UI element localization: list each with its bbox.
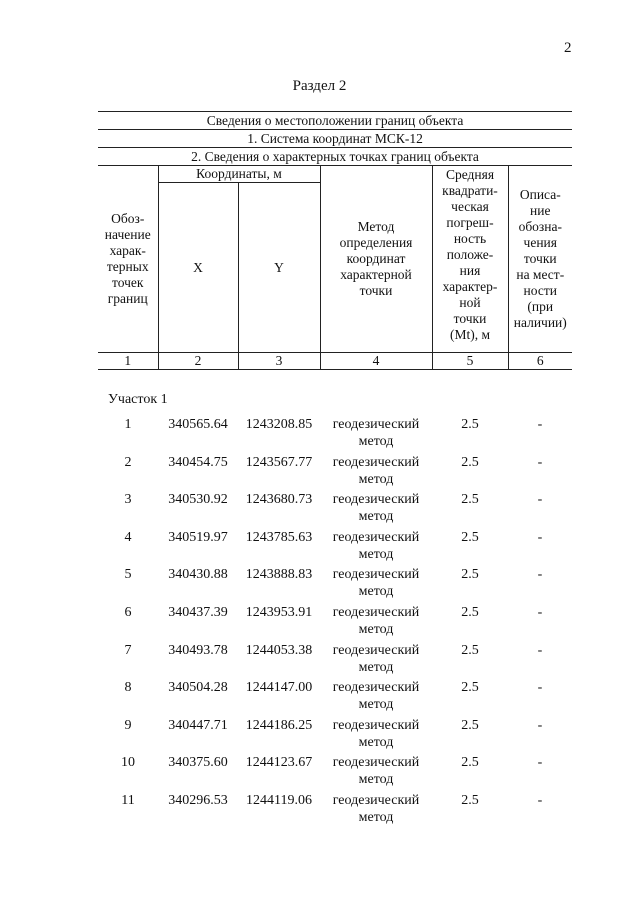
header-accuracy-line: (Mt), м [449, 327, 491, 342]
point-number: 7 [124, 642, 132, 658]
header-accuracy-line: ность [453, 231, 487, 246]
point-description: - [537, 680, 543, 696]
point-description: - [537, 755, 543, 771]
table-row [98, 414, 572, 452]
point-number: 2 [124, 454, 132, 470]
header-description-line: точки [523, 251, 557, 266]
method-line: геодезический [332, 792, 420, 808]
table-row [98, 602, 572, 640]
header-description-line: наличии) [513, 315, 567, 330]
point-x: 340493.78 [168, 642, 228, 658]
plot-title: Участок 1 [108, 392, 168, 407]
header-description-line: ние [530, 203, 551, 218]
points-list [98, 414, 572, 828]
header-description-line: на мест- [516, 267, 565, 282]
table-row [98, 640, 572, 678]
boundary-table-header [98, 111, 572, 370]
point-number: 3 [124, 492, 132, 508]
point-x: 340437.39 [168, 604, 228, 620]
point-accuracy: 2.5 [461, 417, 479, 432]
point-method [320, 792, 432, 826]
point-number: 8 [124, 680, 132, 696]
method-line: метод [358, 434, 394, 449]
header-designation-line: начение [104, 227, 151, 242]
point-accuracy: 2.5 [461, 717, 479, 733]
point-method [320, 717, 432, 751]
header-description-line: Описа- [519, 187, 561, 202]
point-accuracy: 2.5 [461, 454, 479, 470]
point-accuracy: 2.5 [461, 755, 479, 771]
header-designation-line: границ [107, 291, 148, 306]
point-description: - [537, 492, 543, 508]
header-accuracy-line: ной [459, 295, 481, 310]
header-accuracy-line: положе- [446, 247, 494, 262]
section-title: Раздел 2 [292, 78, 347, 94]
point-method [320, 566, 432, 600]
point-y: 1244053.38 [245, 642, 313, 658]
point-accuracy: 2.5 [461, 642, 479, 658]
header-accuracy-line: ния [459, 263, 481, 278]
point-number: 4 [124, 529, 132, 545]
method-line: метод [358, 621, 394, 637]
point-number: 1 [124, 417, 132, 432]
header-designation [98, 166, 158, 353]
point-description: - [537, 717, 543, 733]
point-y: 1244123.67 [245, 755, 313, 771]
point-y: 1243567.77 [245, 454, 313, 470]
table-row [98, 752, 572, 790]
point-number: 11 [121, 792, 135, 808]
point-y: 1243953.91 [245, 604, 313, 620]
point-number: 10 [121, 755, 135, 771]
point-y: 1243208.85 [245, 417, 313, 432]
method-line: геодезический [332, 417, 420, 432]
header-y: Y [238, 183, 320, 353]
header-x: X [158, 183, 238, 353]
point-accuracy: 2.5 [461, 567, 479, 583]
point-description: - [537, 567, 543, 583]
method-line: метод [358, 772, 394, 788]
header-description-line: ности [523, 283, 557, 298]
header-description-line: обозна- [518, 219, 562, 234]
column-number: 6 [508, 353, 572, 370]
header-accuracy [432, 166, 508, 353]
point-y: 1244186.25 [245, 717, 313, 733]
method-line: геодезический [332, 680, 420, 696]
point-description: - [537, 454, 543, 470]
point-x: 340447.71 [168, 717, 228, 733]
method-line: метод [358, 734, 394, 750]
table-row [98, 715, 572, 753]
header-accuracy-line: точки [453, 311, 487, 326]
point-y: 1243888.83 [245, 567, 313, 583]
method-line: геодезический [332, 642, 420, 658]
method-line: метод [358, 697, 394, 713]
point-method [320, 454, 432, 488]
point-x: 340565.64 [168, 417, 228, 432]
point-accuracy: 2.5 [461, 680, 479, 696]
method-line: геодезический [332, 567, 420, 583]
header-description-line: чения [523, 235, 557, 250]
table-row [98, 527, 572, 565]
header-description [508, 166, 572, 353]
header-method-line: определения [339, 235, 413, 250]
points-title: 2. Сведения о характерных точках границ объекта [98, 148, 572, 166]
method-line: геодезический [332, 492, 420, 508]
point-method [320, 754, 432, 788]
point-x: 340296.53 [168, 792, 228, 808]
column-number: 2 [158, 353, 238, 370]
header-designation-line: точек [112, 275, 144, 290]
table-row [98, 677, 572, 715]
page-number: 2 [564, 40, 572, 56]
point-method [320, 529, 432, 563]
point-method [320, 491, 432, 525]
point-x: 340530.92 [168, 492, 228, 508]
point-x: 340375.60 [168, 755, 228, 771]
method-line: геодезический [332, 529, 420, 545]
point-method [320, 604, 432, 638]
method-line: геодезический [332, 717, 420, 733]
method-line: метод [358, 809, 394, 825]
point-description: - [537, 604, 543, 620]
header-method-line: Метод [357, 219, 395, 234]
method-line: метод [358, 659, 394, 675]
header-accuracy-line: Средняя [445, 167, 495, 182]
header-designation-line: харак- [109, 243, 146, 258]
point-y: 1243680.73 [245, 492, 313, 508]
point-number: 9 [124, 717, 132, 733]
point-x: 340519.97 [168, 529, 228, 545]
header-accuracy-line: погреш- [446, 215, 494, 230]
coordinate-system: 1. Система координат МСК-12 [98, 130, 572, 148]
point-accuracy: 2.5 [461, 492, 479, 508]
column-number: 5 [432, 353, 508, 370]
point-description: - [537, 792, 543, 808]
point-y: 1244119.06 [246, 792, 312, 808]
method-line: геодезический [332, 755, 420, 771]
header-accuracy-line: характер- [442, 279, 498, 294]
point-method [320, 416, 432, 450]
method-line: геодезический [332, 454, 420, 470]
point-description: - [537, 529, 543, 545]
method-line: метод [358, 546, 394, 562]
point-description: - [537, 642, 543, 658]
table-title: Сведения о местоположении границ объекта [98, 112, 572, 130]
point-x: 340504.28 [168, 680, 228, 696]
point-accuracy: 2.5 [461, 604, 479, 620]
header-method-line: характерной [340, 267, 412, 282]
header-method [320, 166, 432, 353]
header-designation-line: Обоз- [111, 211, 145, 226]
header-coordinates: Координаты, м [158, 166, 320, 183]
point-accuracy: 2.5 [461, 529, 479, 545]
header-description-line: (при [527, 299, 554, 314]
point-number: 6 [124, 604, 132, 620]
header-method-line: координат [346, 251, 406, 266]
table-row [98, 452, 572, 490]
method-line: метод [358, 509, 394, 525]
point-y: 1243785.63 [245, 529, 313, 545]
method-line: метод [358, 584, 394, 600]
table-row [98, 790, 572, 828]
column-number: 4 [320, 353, 432, 370]
point-x: 340454.75 [168, 454, 228, 470]
header-designation-line: терных [106, 259, 149, 274]
point-method [320, 642, 432, 676]
method-line: геодезический [332, 604, 420, 620]
point-x: 340430.88 [168, 567, 228, 583]
table-row [98, 564, 572, 602]
point-description: - [537, 417, 543, 432]
header-method-line: точки [359, 283, 393, 298]
column-number: 3 [238, 353, 320, 370]
header-accuracy-line: ческая [451, 199, 489, 214]
header-accuracy-line: квадрати- [442, 183, 498, 198]
column-number: 1 [98, 353, 158, 370]
point-y: 1244147.00 [245, 680, 313, 696]
point-method [320, 679, 432, 713]
method-line: метод [358, 471, 394, 487]
point-number: 5 [124, 567, 132, 583]
point-accuracy: 2.5 [461, 792, 479, 808]
table-row [98, 489, 572, 527]
